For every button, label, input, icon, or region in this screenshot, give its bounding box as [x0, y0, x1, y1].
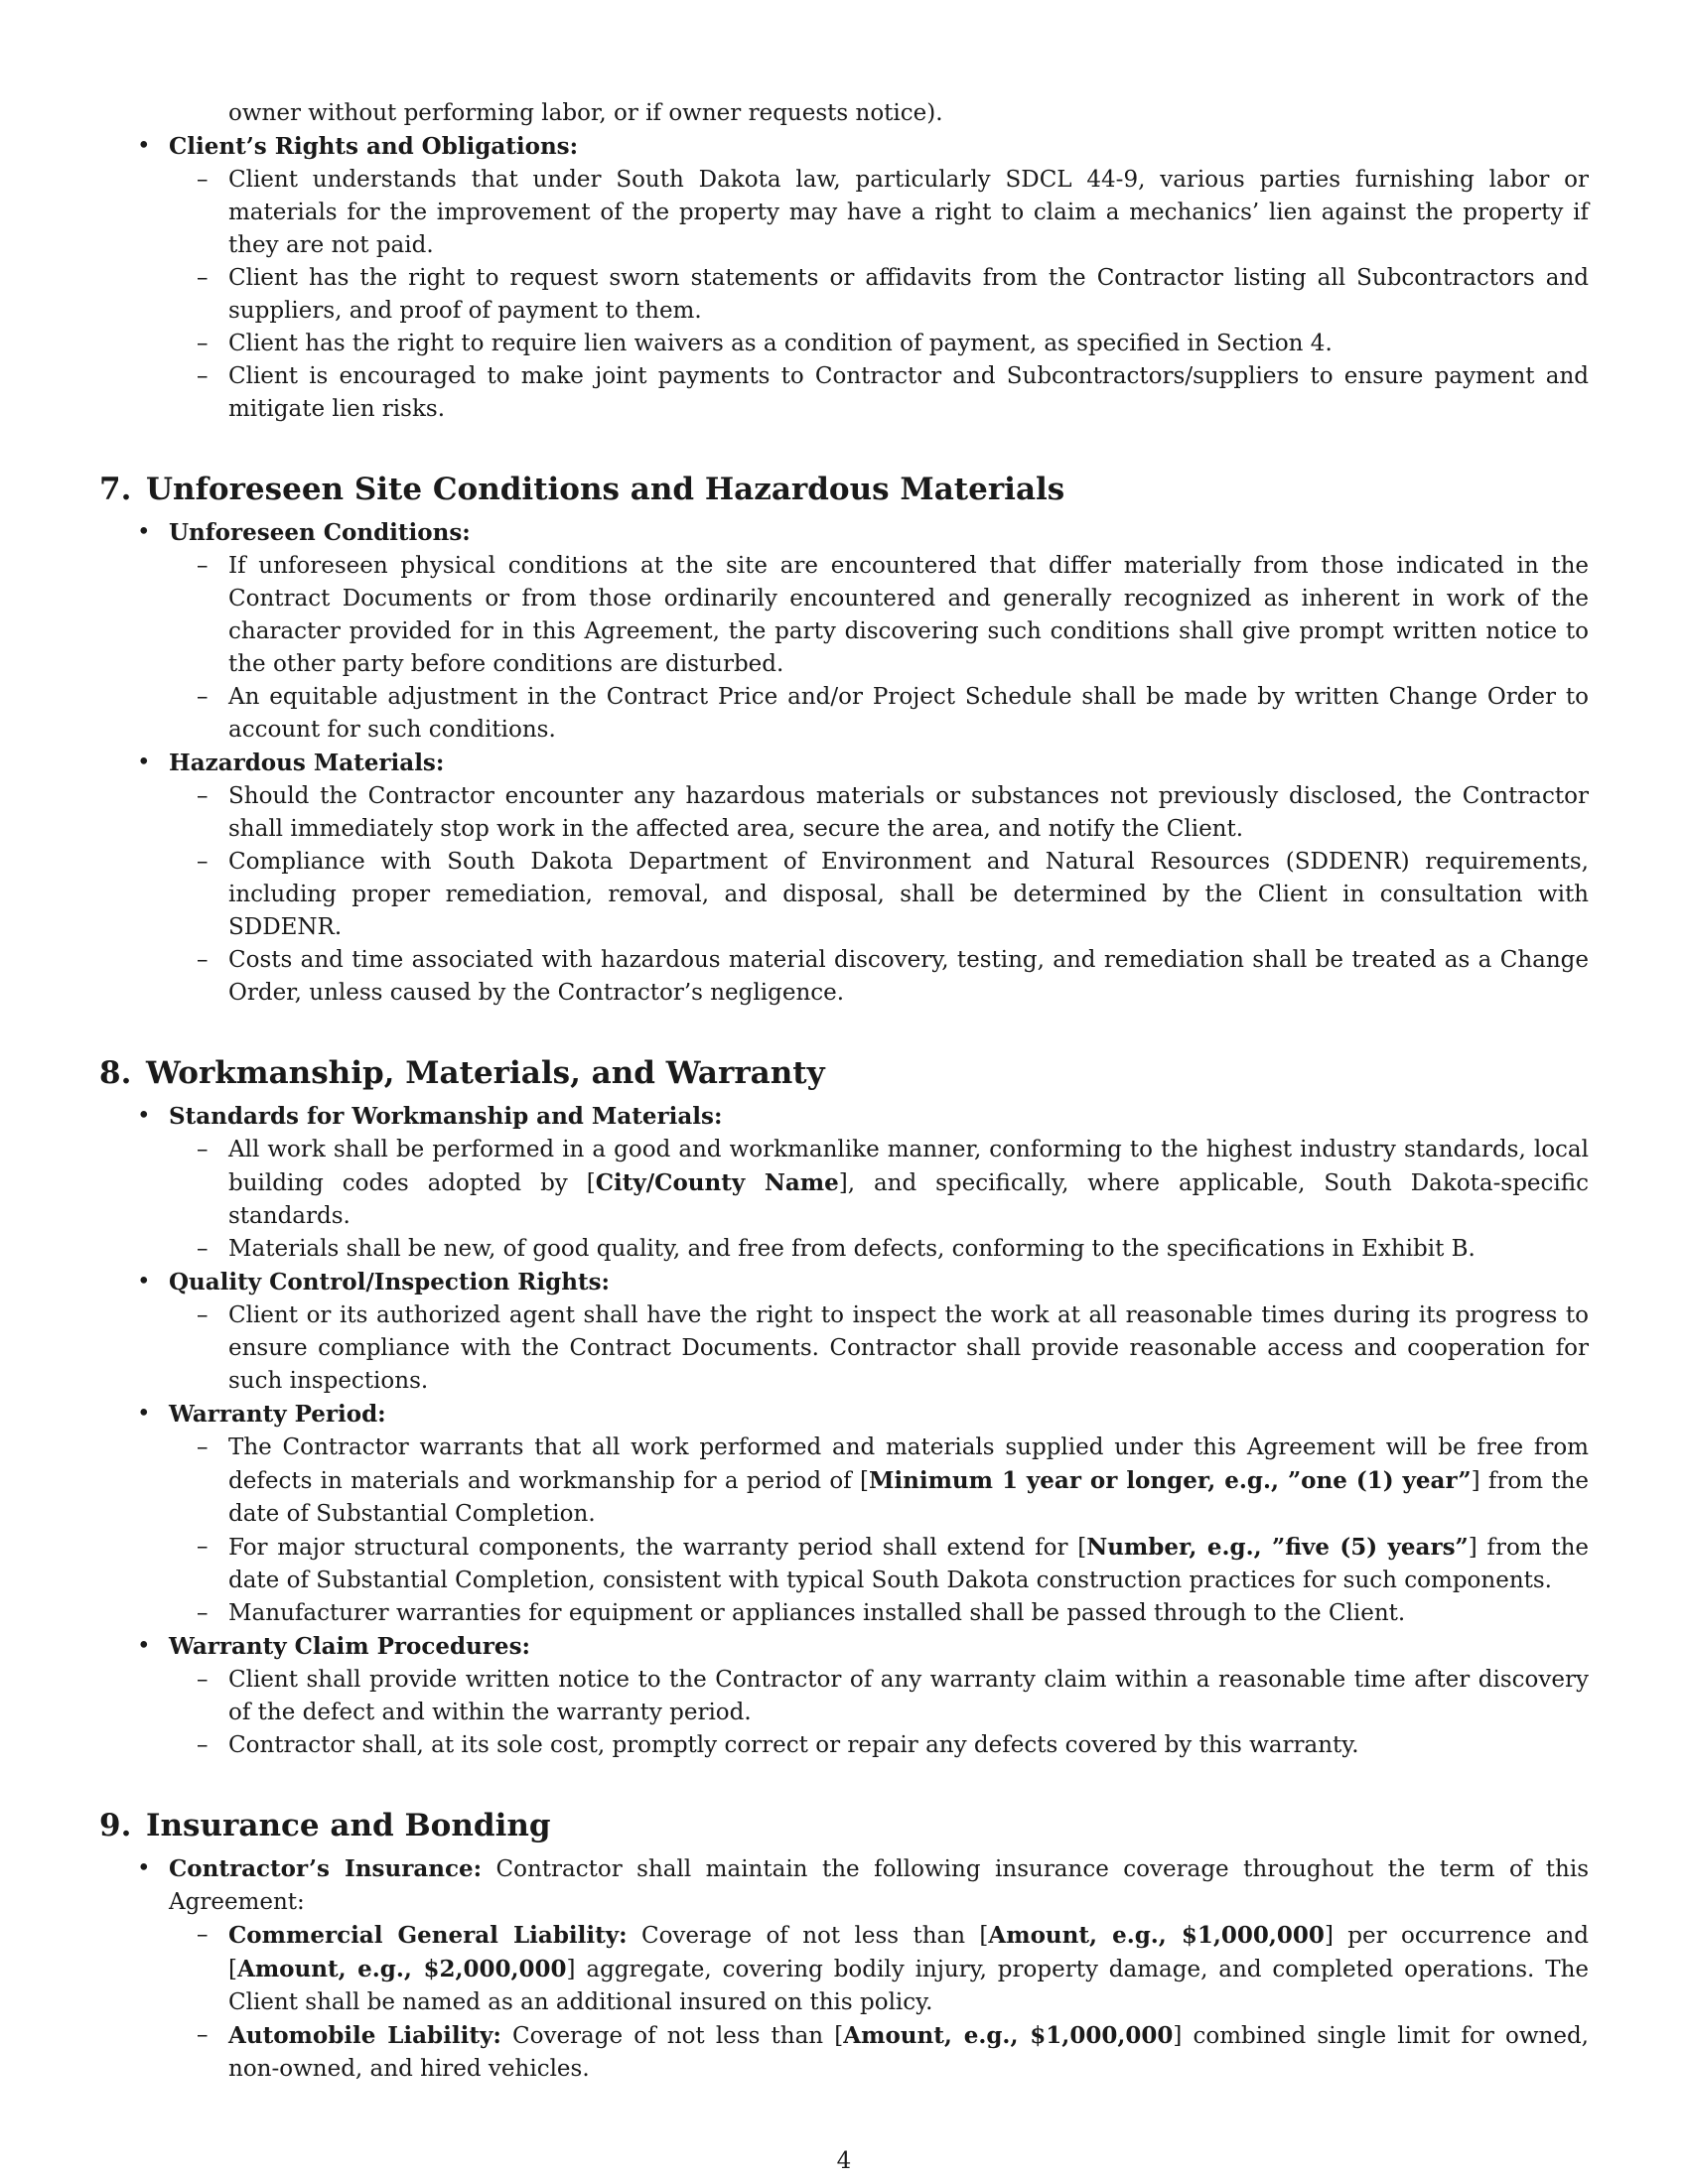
list-item [99, 97, 1589, 130]
list-item: – Client has the right to require lien waivers as a condition of payment, as specified in Section 4. [99, 328, 1589, 360]
section-title-8: 8. Workmanship, Materials, and Warranty [99, 1055, 825, 1091]
dash-icon: – [197, 363, 209, 389]
bullet-standards: • Standards for Workmanship and Materials: [99, 1100, 1589, 1134]
placeholder-field: Amount, e.g., $2,000,000 [236, 1956, 567, 1982]
dash-icon: – [197, 1302, 209, 1328]
dash-icon: – [197, 1600, 209, 1626]
dash-icon: – [197, 783, 209, 809]
list-item: – For major structural components, the warranty period shall extend for [Number, e.g., ”five (5) years”] from the date of Substantial Completion, consistent with typical South Dakota construction practices for such components. [99, 1531, 1589, 1597]
dash-icon: – [197, 331, 209, 356]
list-item: – Automobile Liability: Coverage of not less than [Amount, e.g., $1,000,000] combined single limit for owned, non-owned, and hired vehicles. [99, 2019, 1589, 2086]
section-title-9: 9. Insurance and Bonding [99, 1808, 551, 1843]
list-item: – Manufacturer warranties for equipment or appliances installed shall be passed through to the Client. [99, 1597, 1589, 1630]
dash-icon: – [197, 684, 209, 710]
bullet-heading: Client’s Rights and Obligations: [169, 133, 579, 160]
dash-icon: – [197, 1434, 209, 1460]
bullet-icon: • [137, 1633, 151, 1659]
document-page [99, 97, 1589, 2086]
bullet-icon: • [137, 1103, 151, 1129]
bullet-icon: • [137, 1401, 151, 1427]
bullet-icon: • [137, 519, 151, 545]
continued-text: owner without performing labor, or if owner requests notice). [228, 100, 943, 126]
bullet-unforeseen-conditions: • Unforeseen Conditions: [99, 516, 1589, 550]
dash-icon: – [197, 1534, 209, 1560]
dash-icon: – [197, 1922, 209, 1948]
list-item: – Costs and time associated with hazardous material discovery, testing, and remediation shall be treated as a Change Order, unless caused by the Contractor’s negligence. [99, 944, 1589, 1010]
list-item: – Contractor shall, at its sole cost, promptly correct or repair any defects covered by this warranty. [99, 1729, 1589, 1762]
section-title-7: 7. Unforeseen Site Conditions and Hazardous Materials [99, 472, 1065, 507]
dash-icon: – [197, 1137, 209, 1162]
placeholder-field: City/County Name [595, 1169, 839, 1196]
bullet-contractors-insurance: • Contractor’s Insurance: Contractor shall maintain the following insurance coverage throughout the term of this Agreement: [99, 1852, 1589, 1919]
list-item: – Client understands that under South Dakota law, particularly SDCL 44-9, various parties furnishing labor or materials for the improvement of the property may have a right to claim a mechanics’ lien against the property if they are not paid. [99, 164, 1589, 262]
dash-icon: – [197, 265, 209, 291]
list-item: – Client is encouraged to make joint payments to Contractor and Subcontractors/suppliers to ensure payment and mitigate lien risks. [99, 360, 1589, 426]
list-item: – The Contractor warrants that all work performed and materials supplied under this Agreement will be free from defects in materials and workmanship for a period of [Minimum 1 year or longer, e.g., ”one (1) year”] from the date of Substantial Completion. [99, 1432, 1589, 1531]
placeholder-field: Amount, e.g., $1,000,000 [988, 1922, 1325, 1949]
bullet-quality-control: • Quality Control/Inspection Rights: [99, 1266, 1589, 1299]
bullet-hazardous-materials: • Hazardous Materials: [99, 747, 1589, 780]
bullet-icon: • [137, 133, 151, 159]
list-item: – An equitable adjustment in the Contract Price and/or Project Schedule shall be made by written Change Order to account for such conditions. [99, 681, 1589, 747]
dash-icon: – [197, 849, 209, 875]
list-item: – Compliance with South Dakota Department of Environment and Natural Resources (SDDENR) requirements, including proper remediation, removal, and disposal, shall be determined by the Client in consultation with SDDENR. [99, 846, 1589, 944]
list-item: – All work shall be performed in a good and workmanlike manner, conforming to the highest industry standards, local building codes adopted by [City/County Name], and specifically, where applicable, South Dakota-specific standards. [99, 1134, 1589, 1233]
bullet-warranty-claims: • Warranty Claim Procedures: [99, 1630, 1589, 1664]
bullet-clients-rights [99, 130, 1589, 164]
list-item: – Should the Contractor encounter any hazardous materials or substances not previously disclosed, the Contractor shall immediately stop work in the affected area, secure the area, and notify the Client. [99, 780, 1589, 846]
bullet-icon: • [137, 1855, 151, 1881]
list-item: – Materials shall be new, of good quality, and free from defects, conforming to the specifications in Exhibit B. [99, 1233, 1589, 1266]
list-item: – Client shall provide written notice to the Contractor of any warranty claim within a reasonable time after discovery of the defect and within the warranty period. [99, 1664, 1589, 1729]
list-item: – If unforeseen physical conditions at the site are encountered that differ materially from those indicated in the Contract Documents or from those ordinarily encountered and generally recognized as inherent in work of the character provided for in this Agreement, the party discovering such conditions shall give prompt written notice to the other party before conditions are disturbed. [99, 550, 1589, 681]
placeholder-field: Minimum 1 year or longer, e.g., ”one (1) year” [868, 1467, 1472, 1494]
placeholder-field: Amount, e.g., $1,000,000 [843, 2022, 1174, 2049]
bullet-icon: • [137, 750, 151, 775]
list-item: – Client or its authorized agent shall have the right to inspect the work at all reasonable times during its progress to ensure compliance with the Contract Documents. Contractor shall provide reasonable access and cooperation for such inspections. [99, 1299, 1589, 1398]
dash-icon: – [197, 947, 209, 973]
page-number: 4 [836, 2148, 852, 2174]
dash-icon: – [197, 167, 209, 193]
dash-icon: – [197, 553, 209, 579]
bullet-warranty-period: • Warranty Period: [99, 1398, 1589, 1432]
placeholder-field: Number, e.g., ”five (5) years” [1086, 1534, 1469, 1561]
dash-icon: – [197, 2022, 209, 2048]
bullet-icon: • [137, 1269, 151, 1295]
dash-icon: – [197, 1236, 209, 1262]
list-item: – Client has the right to request sworn statements or affidavits from the Contractor listing all Subcontractors and suppliers, and proof of payment to them. [99, 262, 1589, 328]
dash-icon: – [197, 1732, 209, 1758]
list-item: – Commercial General Liability: Coverage of not less than [Amount, e.g., $1,000,000] per occurrence and [Amount, e.g., $2,000,000] aggregate, covering bodily injury, property damage, and completed operations. The Client shall be named as an additional insured on this policy. [99, 1919, 1589, 2019]
dash-icon: – [197, 1667, 209, 1693]
